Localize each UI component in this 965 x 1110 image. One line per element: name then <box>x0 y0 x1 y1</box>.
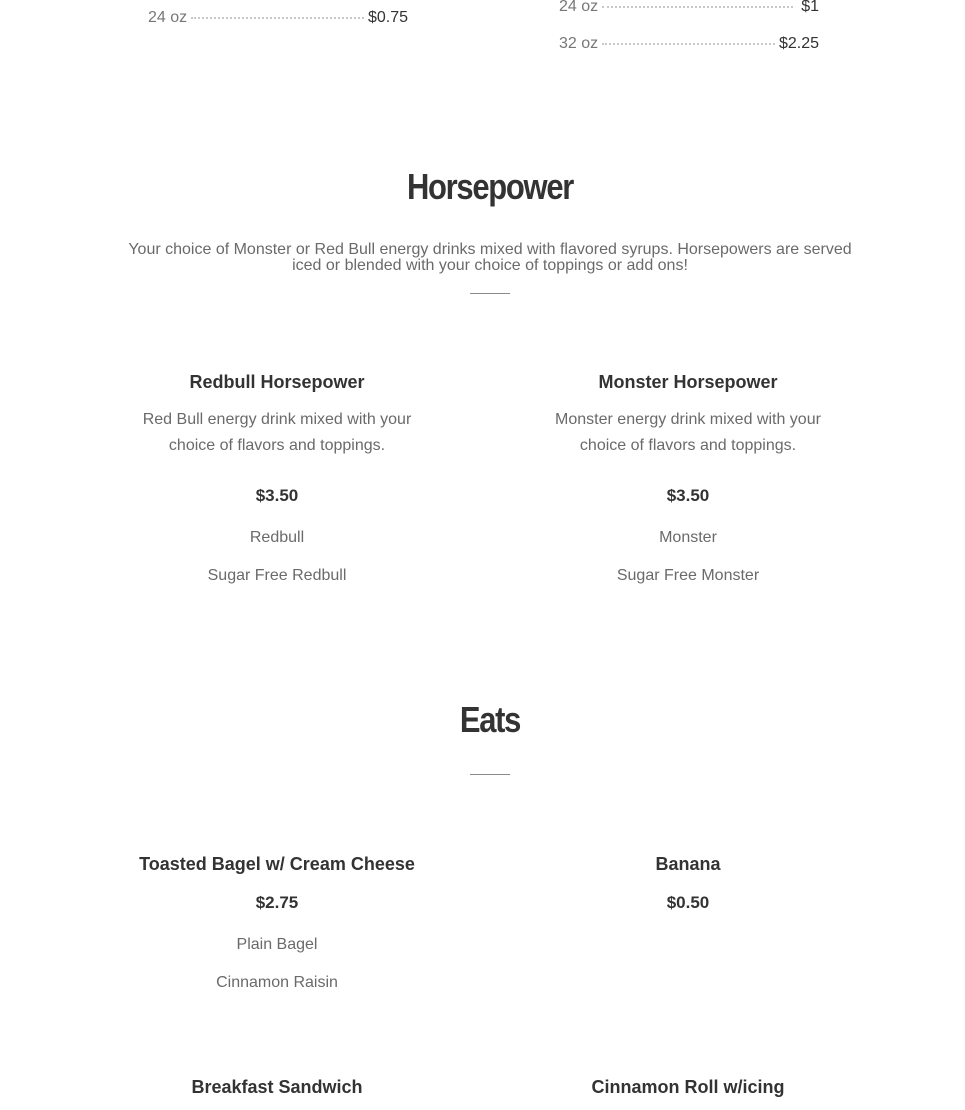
item-option: Monster <box>659 529 717 546</box>
item-name: Redbull Horsepower <box>189 372 365 392</box>
description-line: Red Bull energy drink mixed with your <box>142 411 412 428</box>
section-description <box>125 242 855 274</box>
item-description <box>523 407 853 459</box>
description-line: Your choice of Monster or Red Bull energy drinks mixed with flavored syrups. Horsepowers are served <box>128 241 852 258</box>
section-divider <box>470 293 510 294</box>
menu-item-redbull-horsepower <box>112 371 442 586</box>
price-value: $1 <box>801 0 819 15</box>
item-option: Sugar Free Monster <box>616 567 760 584</box>
menu-item-cinnamon-roll <box>523 1076 853 1098</box>
item-price: $2.75 <box>255 893 299 912</box>
item-name: Toasted Bagel w/ Cream Cheese <box>139 854 415 874</box>
size-label: 24 oz <box>559 0 599 15</box>
dot-leader <box>602 6 793 8</box>
item-description <box>112 407 442 459</box>
item-price: $3.50 <box>666 486 710 505</box>
price-row <box>148 9 408 29</box>
description-line: Monster energy drink mixed with your <box>555 411 821 428</box>
item-option: Redbull <box>249 529 305 546</box>
dot-leader <box>191 17 364 19</box>
item-option: Plain Bagel <box>236 936 318 953</box>
price-value: $0.75 <box>367 9 408 26</box>
price-row <box>559 0 819 18</box>
item-price: $0.50 <box>666 893 710 912</box>
item-price: $3.50 <box>255 486 299 505</box>
size-label: 24 oz <box>148 9 188 26</box>
item-name: Monster Horsepower <box>598 372 778 392</box>
item-name: Banana <box>655 854 721 874</box>
menu-item-banana <box>523 853 853 914</box>
dot-leader <box>602 43 775 45</box>
section-title-eats: Eats <box>459 699 521 740</box>
price-row <box>559 35 819 55</box>
price-value: $2.25 <box>778 35 819 52</box>
item-option: Cinnamon Raisin <box>216 974 338 991</box>
description-line: choice of flavors and toppings. <box>579 437 797 454</box>
size-label: 32 oz <box>559 35 599 52</box>
menu-item-toasted-bagel <box>112 853 442 993</box>
item-name: Cinnamon Roll w/icing <box>591 1077 785 1097</box>
menu-item-breakfast-sandwich <box>112 1076 442 1098</box>
item-option: Sugar Free Redbull <box>207 567 347 584</box>
description-line: choice of flavors and toppings. <box>168 437 386 454</box>
section-title-horsepower: Horsepower <box>406 166 574 207</box>
description-line: iced or blended with your choice of toppings or add ons! <box>292 257 688 274</box>
item-name: Breakfast Sandwich <box>191 1077 363 1097</box>
section-divider <box>470 774 510 775</box>
menu-item-monster-horsepower <box>523 371 853 586</box>
